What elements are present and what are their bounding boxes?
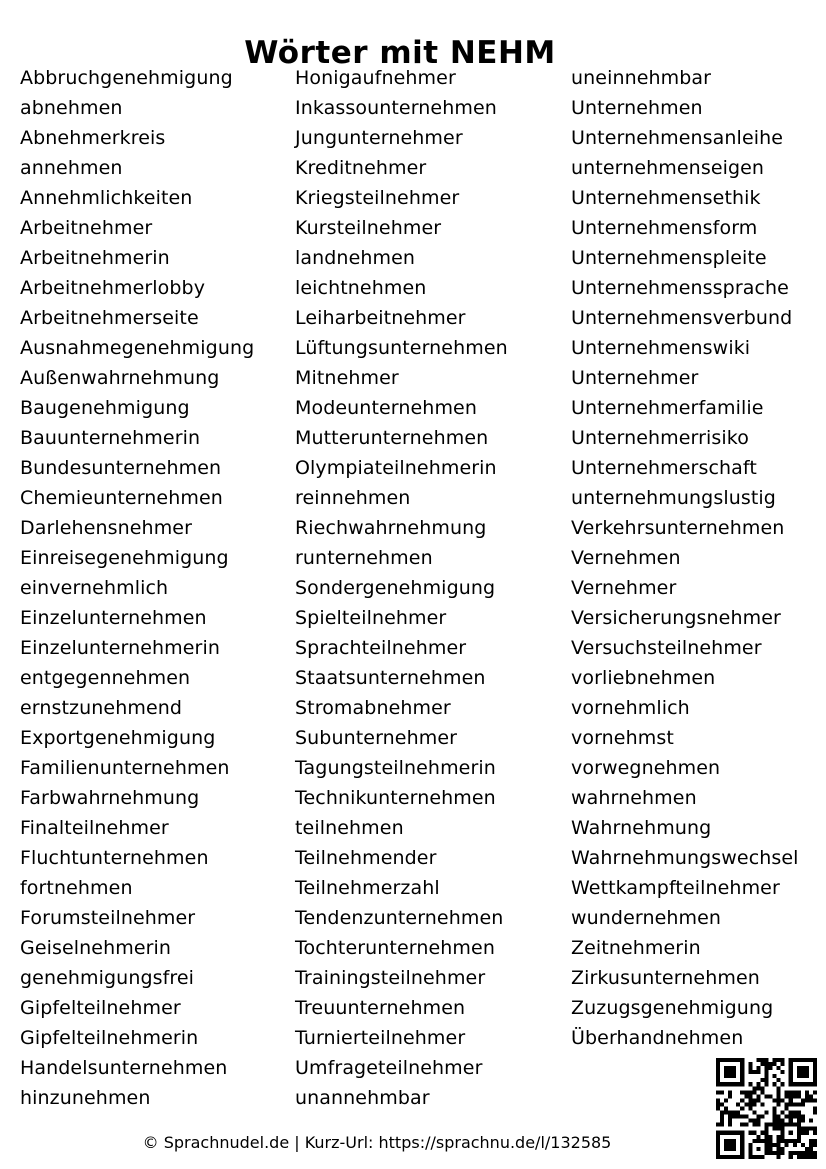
word-item: Überhandnehmen [571, 1027, 744, 1049]
word-item: Zeitnehmerin [571, 937, 701, 959]
word-column-1 [20, 63, 254, 1113]
word-item: Treuunternehmen [295, 997, 466, 1019]
word-item: Jungunternehmer [295, 127, 463, 149]
word-item: Unternehmensform [571, 217, 758, 239]
word-item: Forumsteilnehmer [20, 907, 196, 929]
page-title: Wörter mit NEHM [244, 34, 556, 71]
word-item: leichtnehmen [295, 277, 427, 299]
word-item: Leiharbeitnehmer [295, 307, 466, 329]
word-item: Chemieunternehmen [20, 487, 223, 509]
word-item: Vernehmen [571, 547, 681, 569]
word-item: Tendenzunternehmen [295, 907, 504, 929]
word-item: Teilnehmender [295, 847, 437, 869]
word-item: Technikunternehmen [295, 787, 496, 809]
word-item: Arbeitnehmerin [20, 247, 170, 269]
word-item: Versuchsteilnehmer [571, 637, 762, 659]
word-item: Geiselnehmerin [20, 937, 172, 959]
word-item: Unternehmenssprache [571, 277, 789, 299]
word-item: Staatsunternehmen [295, 667, 486, 689]
word-item: Turnierteilnehmer [295, 1027, 466, 1049]
word-item: Inkassounternehmen [295, 97, 497, 119]
word-item: Finalteilnehmer [20, 817, 169, 839]
word-item: Ausnahmegenehmigung [20, 337, 255, 359]
word-item: vorliebnehmen [571, 667, 716, 689]
word-item: Arbeitnehmer [20, 217, 153, 239]
word-item: Mitnehmer [295, 367, 399, 389]
word-item: Einzelunternehmerin [20, 637, 220, 659]
word-item: Exportgenehmigung [20, 727, 216, 749]
word-item: vornehmlich [571, 697, 690, 719]
word-item: Mutterunternehmen [295, 427, 489, 449]
word-item: Baugenehmigung [20, 397, 190, 419]
word-item: Tagungsteilnehmerin [295, 757, 496, 779]
word-item: Arbeitnehmerseite [20, 307, 199, 329]
word-item: Außenwahrnehmung [20, 367, 220, 389]
footer-credit: © Sprachnudel.de | Kurz-Url: https://sprachnu.de/l/132585 [142, 1133, 612, 1152]
qr-code-icon [716, 1058, 817, 1159]
word-item: landnehmen [295, 247, 416, 269]
word-item: Lüftungsunternehmen [295, 337, 508, 359]
word-item: Unternehmenswiki [571, 337, 751, 359]
word-item: Handelsunternehmen [20, 1057, 228, 1079]
word-item: Unternehmensanleihe [571, 127, 784, 149]
word-item: Abbruchgenehmigung [20, 67, 233, 89]
word-item: Spielteilnehmer [295, 607, 447, 629]
word-item: Stromabnehmer [295, 697, 451, 719]
word-item: Tochterunternehmen [295, 937, 495, 959]
word-item: Farbwahrnehmung [20, 787, 200, 809]
word-item: Kriegsteilnehmer [295, 187, 460, 209]
word-item: teilnehmen [295, 817, 404, 839]
word-item: Zuzugsgenehmigung [571, 997, 774, 1019]
word-item: Darlehensnehmer [20, 517, 193, 539]
word-item: reinnehmen [295, 487, 411, 509]
word-item: wahrnehmen [571, 787, 697, 809]
word-item: entgegennehmen [20, 667, 191, 689]
word-column-3 [571, 63, 799, 1053]
word-item: Unternehmenspleite [571, 247, 767, 269]
word-item: Modeunternehmen [295, 397, 477, 419]
word-item: wundernehmen [571, 907, 722, 929]
word-item: Unternehmerschaft [571, 457, 757, 479]
word-item: Bundesunternehmen [20, 457, 222, 479]
word-item: Gipfelteilnehmerin [20, 1027, 199, 1049]
word-item: Unternehmerfamilie [571, 397, 764, 419]
word-item: Vernehmer [571, 577, 677, 599]
word-item: genehmigungsfrei [20, 967, 195, 989]
word-item: fortnehmen [20, 877, 133, 899]
word-item: Arbeitnehmerlobby [20, 277, 206, 299]
word-column-2 [295, 63, 508, 1113]
word-item: runternehmen [295, 547, 433, 569]
word-item: Olympiateilnehmerin [295, 457, 497, 479]
word-item: einvernehmlich [20, 577, 169, 599]
word-item: Zirkusunternehmen [571, 967, 760, 989]
word-item: unternehmungslustig [571, 487, 776, 509]
word-item: Umfrageteilnehmer [295, 1057, 483, 1079]
word-item: abnehmen [20, 97, 123, 119]
word-item: Abnehmerkreis [20, 127, 166, 149]
word-item: annehmen [20, 157, 123, 179]
word-item: Unternehmerrisiko [571, 427, 749, 449]
word-item: Unternehmen [571, 97, 703, 119]
word-item: Teilnehmerzahl [295, 877, 440, 899]
word-item: Honigaufnehmer [295, 67, 456, 89]
word-item: Bauunternehmerin [20, 427, 201, 449]
word-item: ernstzunehmend [20, 697, 183, 719]
word-item: Wettkampfteilnehmer [571, 877, 780, 899]
word-item: Unternehmensethik [571, 187, 761, 209]
word-item: Subunternehmer [295, 727, 458, 749]
word-item: Einreisegenehmigung [20, 547, 229, 569]
word-item: Trainingsteilnehmer [295, 967, 486, 989]
word-item: Einzelunternehmen [20, 607, 207, 629]
word-item: Riechwahrnehmung [295, 517, 487, 539]
word-item: Annehmlichkeiten [20, 187, 193, 209]
word-item: Versicherungsnehmer [571, 607, 781, 629]
word-item: unannehmbar [295, 1087, 430, 1109]
word-item: hinzunehmen [20, 1087, 151, 1109]
word-item: Wahrnehmung [571, 817, 712, 839]
word-item: vornehmst [571, 727, 674, 749]
word-item: Familienunternehmen [20, 757, 230, 779]
word-item: Fluchtunternehmen [20, 847, 209, 869]
word-item: uneinnehmbar [571, 67, 712, 89]
word-item: Unternehmer [571, 367, 699, 389]
word-item: Unternehmensverbund [571, 307, 793, 329]
word-item: Verkehrsunternehmen [571, 517, 785, 539]
word-item: Sprachteilnehmer [295, 637, 467, 659]
word-item: Gipfelteilnehmer [20, 997, 181, 1019]
word-item: unternehmenseigen [571, 157, 765, 179]
word-item: vorwegnehmen [571, 757, 721, 779]
word-item: Sondergenehmigung [295, 577, 496, 599]
word-item: Kreditnehmer [295, 157, 427, 179]
word-item: Wahrnehmungswechsel [571, 847, 799, 869]
word-item: Kursteilnehmer [295, 217, 442, 239]
